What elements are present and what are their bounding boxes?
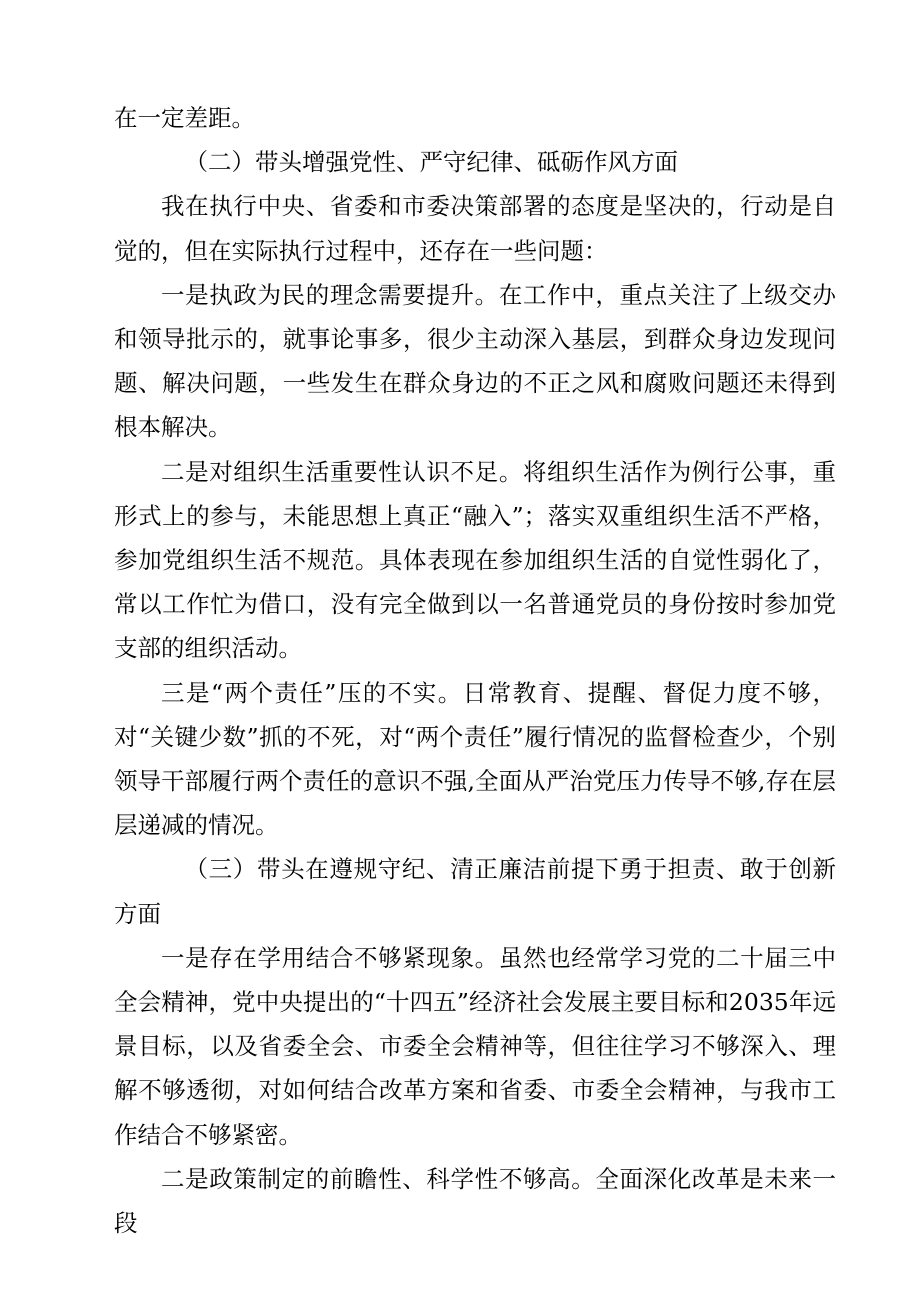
paragraph-intro: 我在执行中央、省委和市委决策部署的态度是坚决的，行动是自觉的，但在实际执行过程中，还存在一些问题： (114, 192, 836, 265)
paragraph-item-1: 一是执政为民的理念需要提升。在工作中，重点关注了上级交办和领导批示的，就事论事多，很少主动深入基层，到群众身边发现问题、解决问题，一些发生在群众身边的不正之风和腐败问题还未得到根本解决。 (114, 280, 836, 442)
document-page (114, 96, 836, 1245)
section-heading-2: （二）带头增强党性、严守纪律、砥砺作风方面 (184, 148, 678, 177)
paragraph-item-2: 二是对组织生活重要性认识不足。将组织生活作为例行公事，重形式上的参与，未能思想上真正“融入”；落实双重组织生活不严格，参加党组织生活不规范。具体表现在参加组织生活的自觉性弱化了，常以工作忙为借口，没有完全做到以一名普通党员的身份按时参加党支部的组织活动。 (114, 457, 836, 663)
paragraph-item-4: 一是存在学用结合不够紧现象。虽然也经常学习党的二十届三中全会精神，党中央提出的“十四五”经济社会发展主要目标和2035年远景目标，以及省委全会、市委全会精神等，但往往学习不够深入、理解不够透彻，对如何结合改革方案和省委、市委全会精神，与我市工作结合不够紧密。 (114, 943, 836, 1149)
paragraph-item-5: 二是政策制定的前瞻性、科学性不够高。全面深化改革是未来一段 (114, 1164, 836, 1238)
continuation-line: 在一定差距。 (114, 104, 255, 132)
paragraph-item-3: 三是“两个责任”压的不实。日常教育、提醒、督促力度不够，对“关键少数”抓的不死，对“两个责任”履行情况的监督检查少，个别领导干部履行两个责任的意识不强,全面从严治党压力传导不够,存在层层递减的情况。 (114, 678, 836, 840)
section-heading-3: （三）带头在遵规守纪、清正廉洁前提下勇于担责、敢于创新方面 (114, 855, 836, 928)
